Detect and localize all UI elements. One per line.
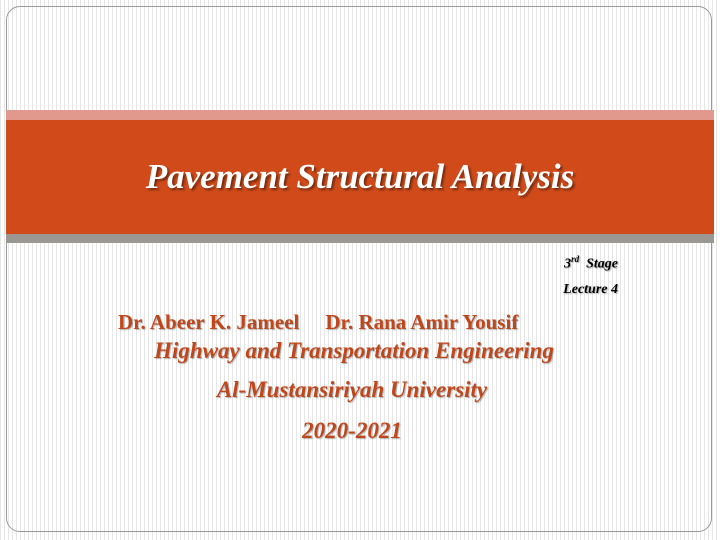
academic-years: 2020-2021 [302, 418, 402, 443]
title-band-top-stripe [6, 110, 714, 120]
slide-title: Pavement Structural Analysis [145, 157, 575, 196]
stage-label [564, 254, 618, 273]
department-name: Highway and Transportation Engineering [154, 338, 554, 363]
author-1: Dr. Abeer K. Jameel [118, 310, 300, 334]
title-band-bottom-stripe [6, 234, 714, 243]
university-name: Al-Mustansiriyah University [216, 377, 488, 402]
stage-word: Stage [586, 256, 618, 272]
authors-line [118, 310, 518, 335]
lecture-label: Lecture 4 [563, 282, 618, 297]
stage-ordinal-suffix: rd [571, 254, 580, 264]
author-2: Dr. Rana Amir Yousif [325, 310, 519, 334]
stage-ordinal: 3 [564, 256, 572, 272]
